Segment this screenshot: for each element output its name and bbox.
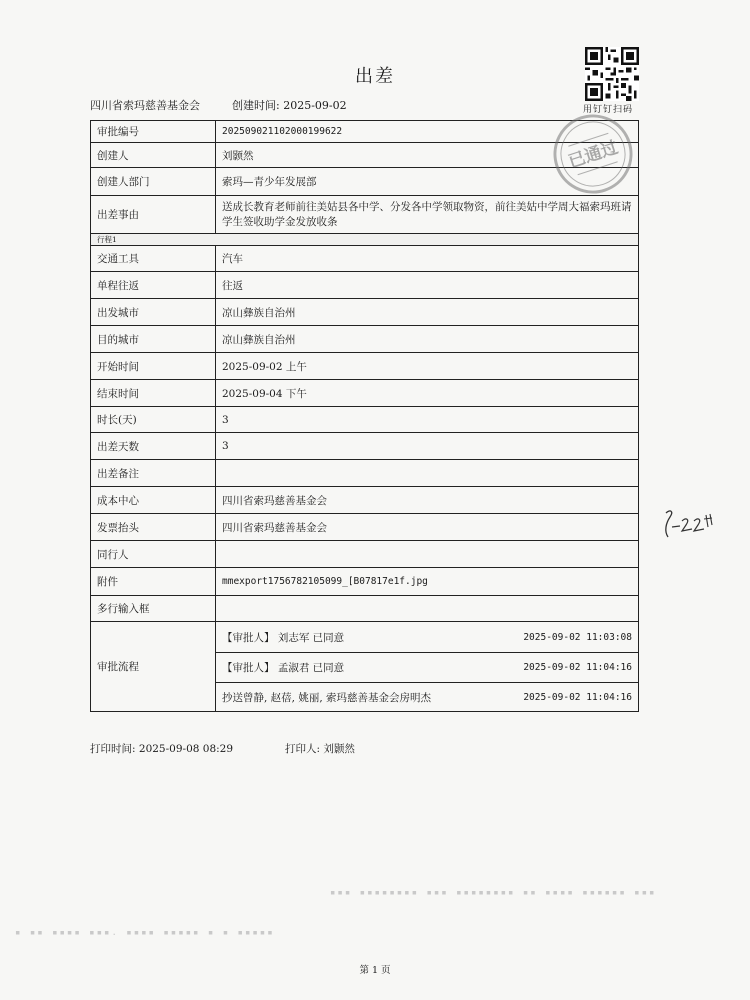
field-label: 交通工具: [91, 246, 216, 272]
form-row-attachment: [91, 568, 639, 596]
form-row-start-time: [91, 353, 639, 380]
field-value: 送成长教育老师前往美姑县各中学、分发各中学领取物资，前往美姑中学周大福索玛班请学生签收助学金发放收条: [216, 196, 639, 234]
attachment-link[interactable]: mmexport1756782105099_[B07817e1f.jpg: [216, 568, 639, 596]
page-number: 第 1 页: [359, 965, 391, 976]
print-time-label: 打印时间:: [90, 743, 136, 755]
created-time: [232, 97, 347, 113]
field-label: 审批编号: [91, 121, 216, 143]
stamp-text: 已通过: [565, 137, 621, 173]
scan-bleed-through: ▪ ▪▪ ▪▪▪▪ ▪▪▪. ▪▪▪▪ ▪▪▪▪▪ ▪ ▪ ▪▪▪▪▪: [15, 928, 275, 938]
field-label: 成本中心: [91, 487, 216, 514]
approval-step: [216, 683, 639, 712]
form-row-multiline: [91, 596, 639, 622]
field-label: 发票抬头: [91, 514, 216, 541]
approval-process-row: [91, 622, 639, 653]
field-label: 开始时间: [91, 353, 216, 380]
scan-bleed-through: ▪▪▪ ▪▪▪▪▪▪▪▪ ▪▪▪ ▪▪▪▪▪▪▪▪ ▪▪ ▪▪▪▪ ▪▪▪▪▪▪ ▪▪▪: [330, 888, 657, 898]
field-value: 202509021102000199622: [216, 121, 639, 143]
print-time: [90, 741, 233, 756]
field-label: 同行人: [91, 541, 216, 568]
field-label: 出发城市: [91, 299, 216, 326]
qr-scan-label: 用钉钉扫码: [583, 105, 634, 115]
field-value: 往返: [216, 272, 639, 299]
field-value: 索玛—青少年发展部: [216, 168, 639, 196]
field-value: 2025-09-04 下午: [216, 380, 639, 407]
printer-value: 刘颢然: [323, 743, 355, 755]
organization-name: 四川省索玛慈善基金会: [90, 99, 200, 112]
approval-step: [216, 622, 639, 653]
approval-step-time: 2025-09-02 11:03:08: [523, 631, 632, 643]
field-value: [216, 541, 639, 568]
field-value: [216, 460, 639, 487]
printer-label: 打印人:: [285, 743, 321, 755]
form-row-companions: [91, 541, 639, 568]
field-label: 出差事由: [91, 196, 216, 234]
field-value: 凉山彝族自治州: [216, 326, 639, 353]
field-label: 审批流程: [91, 622, 216, 712]
field-label: 单程往返: [91, 272, 216, 299]
form-row-notes: [91, 460, 639, 487]
created-date: 2025-09-02: [283, 99, 347, 112]
form-row-trip-type: [91, 272, 639, 299]
page-title: 出差: [355, 66, 395, 87]
printer: [285, 741, 355, 756]
itinerary-section-row: [91, 234, 639, 246]
field-value: [216, 596, 639, 622]
field-value: 3: [216, 433, 639, 460]
form-row-from-city: [91, 299, 639, 326]
field-value: 四川省索玛慈善基金会: [216, 514, 639, 541]
field-value: 刘颢然: [216, 143, 639, 168]
field-label: 出差天数: [91, 433, 216, 460]
field-label: 多行输入框: [91, 596, 216, 622]
form-row-transport: [91, 246, 639, 272]
approval-step-time: 2025-09-02 11:04:16: [523, 691, 632, 703]
travel-form-table: [90, 120, 639, 712]
field-value: 2025-09-02 上午: [216, 353, 639, 380]
field-value: 汽车: [216, 246, 639, 272]
approval-step-time: 2025-09-02 11:04:16: [523, 662, 632, 673]
field-label: 目的城市: [91, 326, 216, 353]
field-label: 出差备注: [91, 460, 216, 487]
field-label: 时长(天): [91, 407, 216, 433]
approval-step-text: 【审批人】 孟淑君 已同意: [222, 662, 345, 674]
approval-step-text: 抄送曾静, 赵蓓, 姚丽, 索玛慈善基金会房明杰: [222, 691, 432, 704]
form-row-end-time: [91, 380, 639, 407]
field-label: 结束时间: [91, 380, 216, 407]
field-label: 创建人部门: [91, 168, 216, 196]
form-row-duration: [91, 407, 639, 433]
field-label: 创建人: [91, 143, 216, 168]
form-row-reason: [91, 196, 639, 234]
print-time-value: 2025-09-08 08:29: [138, 743, 234, 755]
created-label: 创建时间:: [232, 99, 280, 112]
form-row-invoice-title: [91, 514, 639, 541]
field-value: 3: [216, 407, 639, 433]
form-row-trip-days: [91, 433, 639, 460]
itinerary-label: 行程1: [91, 234, 639, 246]
approval-step: [216, 653, 639, 683]
field-label: 附件: [91, 568, 216, 596]
form-row-cost-center: [91, 487, 639, 514]
field-value: 凉山彝族自治州: [216, 299, 639, 326]
handwritten-note: [660, 505, 720, 545]
qr-code-icon: [585, 47, 639, 101]
approval-step-text: 【审批人】 刘志军 已同意: [222, 631, 345, 644]
field-value: 四川省索玛慈善基金会: [216, 487, 639, 514]
form-row-to-city: [91, 326, 639, 353]
